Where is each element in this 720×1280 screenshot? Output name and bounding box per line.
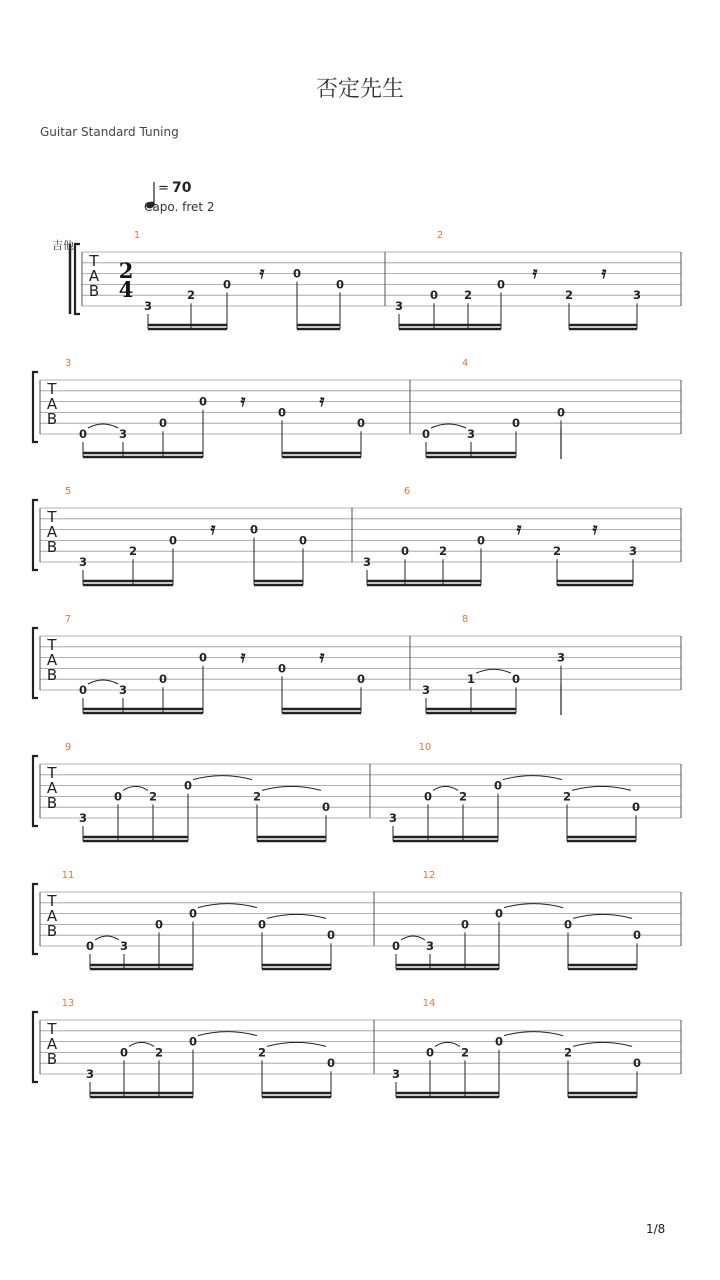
measure-number: 12 <box>422 870 436 881</box>
sixteenth-rest: 𝄿 <box>319 646 325 666</box>
fret-number: 3 <box>118 427 128 441</box>
tab-clef-letter: T <box>47 892 57 910</box>
measure-number: 1 <box>133 230 141 241</box>
fret-number: 0 <box>356 416 366 431</box>
fret-number: 0 <box>168 533 178 548</box>
tie-arc <box>573 1042 632 1046</box>
tie-arc <box>435 1042 460 1046</box>
tab-clef-letter: T <box>47 636 57 654</box>
tie-arc <box>433 786 458 790</box>
fret-number: 0 <box>631 800 641 815</box>
tempo-equals: = <box>158 181 169 196</box>
tab-clef-letter: B <box>46 538 58 556</box>
measure-number: 11 <box>61 870 75 881</box>
tie-arc <box>504 904 563 908</box>
tab-clef-letter: B <box>46 666 58 684</box>
fret-number: 3 <box>362 555 372 569</box>
fret-number: 3 <box>425 939 435 953</box>
fret-number: 0 <box>277 661 287 676</box>
time-signature-top: 2 <box>118 258 134 283</box>
tab-clef-letter: A <box>46 779 58 797</box>
fret-number: 0 <box>632 928 642 943</box>
fret-number: 0 <box>298 533 308 548</box>
fret-number: 3 <box>85 1067 95 1081</box>
tab-clef-letter: T <box>47 380 57 398</box>
sixteenth-rest: 𝄿 <box>240 646 246 666</box>
fret-number: 0 <box>494 906 504 921</box>
tuning-label: Guitar Standard Tuning <box>40 125 179 139</box>
tie-arc <box>198 904 257 908</box>
system-bracket <box>33 1012 38 1082</box>
fret-number: 3 <box>118 683 128 697</box>
tab-clef-letter: A <box>46 907 58 925</box>
measure-number: 7 <box>64 614 72 625</box>
fret-number: 0 <box>356 672 366 687</box>
tie-arc <box>123 786 148 790</box>
fret-number: 0 <box>119 1045 129 1060</box>
page-number: 1/8 <box>646 1222 666 1236</box>
fret-number: 0 <box>158 416 168 431</box>
fret-number: 1 <box>466 672 476 687</box>
fret-number: 0 <box>85 939 95 953</box>
measure-number: 6 <box>403 486 411 497</box>
system-bracket <box>33 884 38 954</box>
system-bracket <box>33 628 38 698</box>
sixteenth-rest: 𝄿 <box>319 390 325 410</box>
measure-number: 10 <box>418 742 432 753</box>
tie-arc <box>88 424 118 428</box>
tie-arc <box>573 914 632 918</box>
measure-number: 5 <box>64 486 72 497</box>
sixteenth-rest: 𝄿 <box>210 518 216 538</box>
sixteenth-rest: 𝄿 <box>516 518 522 538</box>
tie-arc <box>129 1042 154 1046</box>
fret-number: 0 <box>113 789 123 804</box>
fret-number: 0 <box>158 672 168 687</box>
fret-number: 2 <box>458 789 468 804</box>
fret-number: 3 <box>78 811 88 825</box>
tab-clef-letter: T <box>47 1020 57 1038</box>
fret-number: 3 <box>394 299 404 313</box>
fret-number: 3 <box>421 683 431 697</box>
tie-arc <box>476 669 511 673</box>
fret-number: 0 <box>292 266 302 281</box>
tie-arc <box>503 776 562 780</box>
sixteenth-rest: 𝄿 <box>592 518 598 538</box>
tie-arc <box>88 680 118 684</box>
fret-number: 0 <box>78 427 88 441</box>
fret-number: 0 <box>78 683 88 697</box>
fret-number: 0 <box>563 917 573 932</box>
fret-number: 0 <box>391 939 401 953</box>
tie-arc <box>198 1032 257 1036</box>
fret-number: 0 <box>183 778 193 793</box>
tab-clef-letter: B <box>88 282 100 300</box>
tab-clef-letter: T <box>89 252 99 270</box>
tie-arc <box>504 1032 563 1036</box>
fret-number: 2 <box>154 1045 164 1060</box>
fret-number: 0 <box>632 1056 642 1071</box>
tab-clef-letter: A <box>46 523 58 541</box>
fret-number: 2 <box>564 288 574 303</box>
tie-arc <box>95 936 119 940</box>
tie-arc <box>401 936 425 940</box>
fret-number: 0 <box>494 1034 504 1049</box>
tab-clef-letter: A <box>46 1035 58 1053</box>
fret-number: 0 <box>326 1056 336 1071</box>
capo-label: Capo. fret 2 <box>144 200 215 214</box>
system-bracket <box>75 244 80 314</box>
sixteenth-rest: 𝄿 <box>601 262 607 282</box>
fret-number: 0 <box>154 917 164 932</box>
tie-arc <box>262 786 321 790</box>
fret-number: 0 <box>460 917 470 932</box>
system-bracket <box>33 372 38 442</box>
tab-clef-letter: T <box>47 508 57 526</box>
fret-number: 2 <box>460 1045 470 1060</box>
fret-number: 0 <box>335 277 345 292</box>
sixteenth-rest: 𝄿 <box>259 262 265 282</box>
fret-number: 2 <box>563 1045 573 1060</box>
tie-arc <box>267 1042 326 1046</box>
measure-number: 9 <box>64 742 72 753</box>
fret-number: 0 <box>423 789 433 804</box>
fret-number: 0 <box>511 416 521 431</box>
tab-clef-letter: B <box>46 922 58 940</box>
measure-number: 8 <box>461 614 469 625</box>
tab-clef-letter: B <box>46 794 58 812</box>
time-signature-bottom: 4 <box>118 277 134 302</box>
fret-number: 2 <box>186 288 196 303</box>
fret-number: 0 <box>326 928 336 943</box>
fret-number: 0 <box>556 405 566 420</box>
fret-number: 3 <box>388 811 398 825</box>
measure-number: 13 <box>61 998 75 1009</box>
fret-number: 2 <box>562 789 572 804</box>
measure-number: 14 <box>422 998 436 1009</box>
sixteenth-rest: 𝄿 <box>240 390 246 410</box>
fret-number: 2 <box>463 288 473 303</box>
fret-number: 3 <box>391 1067 401 1081</box>
sixteenth-rest: 𝄿 <box>532 262 538 282</box>
tab-clef-letter: A <box>46 651 58 669</box>
fret-number: 0 <box>493 778 503 793</box>
fret-number: 3 <box>632 288 642 303</box>
fret-number: 2 <box>252 789 262 804</box>
tie-arc <box>572 786 631 790</box>
fret-number: 2 <box>257 1045 267 1060</box>
tab-clef-letter: B <box>46 410 58 428</box>
measure-number: 4 <box>461 358 469 369</box>
tie-arc <box>267 914 326 918</box>
fret-number: 0 <box>321 800 331 815</box>
tab-clef-letter: A <box>46 395 58 413</box>
page-title: 否定先生 <box>315 77 404 102</box>
fret-number: 0 <box>425 1045 435 1060</box>
measure-number: 3 <box>64 358 72 369</box>
fret-number: 2 <box>552 544 562 559</box>
tab-clef-letter: B <box>46 1050 58 1068</box>
measure-number: 2 <box>436 230 444 241</box>
fret-number: 2 <box>128 544 138 559</box>
tempo-bpm: 70 <box>172 180 192 196</box>
fret-number: 0 <box>198 650 208 665</box>
fret-number: 0 <box>257 917 267 932</box>
fret-number: 0 <box>188 1034 198 1049</box>
fret-number: 0 <box>222 277 232 292</box>
fret-number: 3 <box>556 650 566 665</box>
fret-number: 2 <box>438 544 448 559</box>
fret-number: 0 <box>476 533 486 548</box>
tab-clef-letter: A <box>88 267 100 285</box>
fret-number: 3 <box>78 555 88 569</box>
fret-number: 0 <box>400 544 410 559</box>
fret-number: 0 <box>511 672 521 687</box>
fret-number: 0 <box>188 906 198 921</box>
fret-number: 3 <box>628 544 638 559</box>
tie-arc <box>193 776 252 780</box>
fret-number: 0 <box>429 288 439 303</box>
fret-number: 0 <box>198 394 208 409</box>
fret-number: 2 <box>148 789 158 804</box>
system-bracket <box>33 756 38 826</box>
tie-arc <box>431 424 466 428</box>
fret-number: 0 <box>249 522 259 537</box>
fret-number: 0 <box>277 405 287 420</box>
fret-number: 3 <box>466 427 476 441</box>
fret-number: 3 <box>119 939 129 953</box>
fret-number: 0 <box>421 427 431 441</box>
tab-clef-letter: T <box>47 764 57 782</box>
system-bracket <box>33 500 38 570</box>
instrument-label: 吉他 <box>52 239 74 252</box>
fret-number: 0 <box>496 277 506 292</box>
fret-number: 3 <box>143 299 153 313</box>
